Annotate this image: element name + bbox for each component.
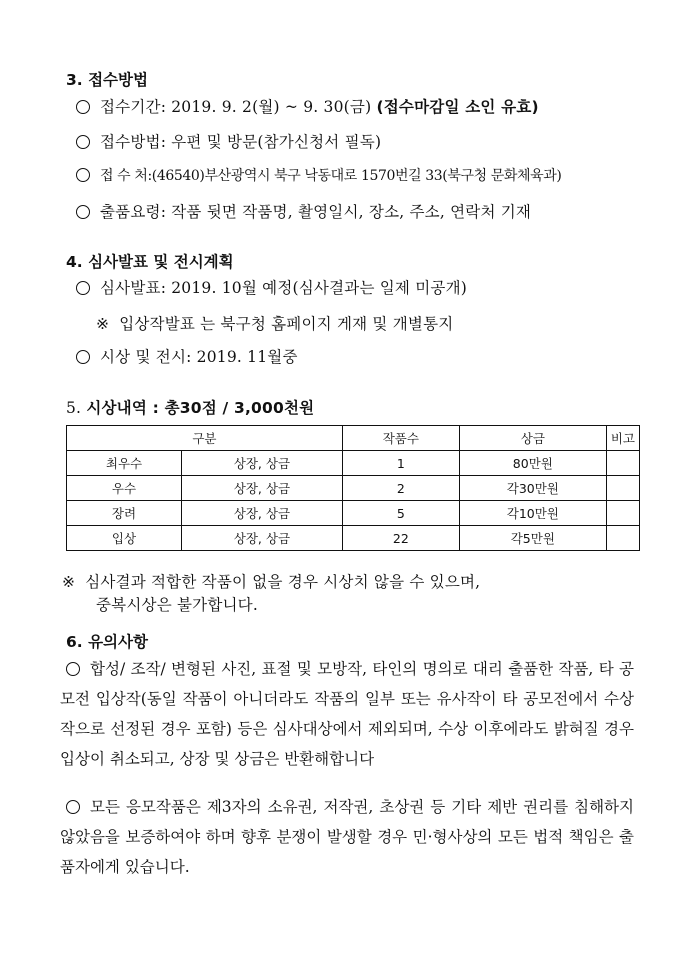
sec5-note-line2: 중복시상은 불가합니다. [96, 596, 258, 614]
cell-award: 상장, 상금 [182, 476, 343, 501]
table-header-row [67, 426, 640, 451]
sec3-item-method: 접수방법: 우편 및 방문(참가신청서 필독) [76, 130, 381, 152]
circle-bullet-icon [66, 662, 80, 676]
header-count: 작품수 [342, 426, 459, 451]
sec4-note: ※ 입상작발표 는 북구청 홈페이지 게재 및 개별통지 [96, 315, 454, 333]
section-5-title: 5. 시상내역 : 총30점 / 3,000천원 [66, 399, 315, 417]
sec4-item-exhibition: 시상 및 전시: 2019. 11월중 [76, 345, 298, 367]
cell-grade: 장려 [67, 501, 182, 526]
sec3-item-guideline: 출품요령: 작품 뒷면 작품명, 촬영일시, 장소, 주소, 연락처 기재 [76, 200, 531, 222]
cell-count: 22 [342, 526, 459, 551]
reference-mark-icon: ※ [62, 573, 76, 591]
sec3-item-period: 접수기간: 2019. 9. 2(월) ~ 9. 30(금) (접수마감일 소인 유효) [76, 95, 539, 117]
cell-note [606, 451, 639, 476]
deadline-note: (접수마감일 소인 유효) [376, 98, 539, 116]
circle-bullet-icon [76, 205, 90, 219]
sec6-paragraph-1: 합성/ 조작/ 변형된 사진, 표절 및 모방작, 타인의 명의로 대리 출품한 작품, 타 공모전 입상작(동일 작품이 아니더라도 작품의 일부 또는 유사작이 타 공모전에서 수상작으로 선정된 경우 포함) 등은 심사대상에서 제외되며, 수상 이후에라도 밝혀질 경우 입상이 취소되고, 상장 및 상금은 반환해합니다 [60, 660, 634, 768]
cell-prize: 80만원 [459, 451, 606, 476]
circle-bullet-icon [76, 168, 90, 182]
cell-prize: 각5만원 [459, 526, 606, 551]
reference-mark-icon: ※ [96, 315, 110, 333]
table-row [67, 501, 640, 526]
cell-award: 상장, 상금 [182, 526, 343, 551]
sec5-note-line1: ※ 심사결과 적합한 작품이 없을 경우 시상치 않을 수 있으며, [62, 573, 481, 591]
circle-bullet-icon [66, 800, 80, 814]
cell-count: 5 [342, 501, 459, 526]
section-4-title: 4. 심사발표 및 전시계획 [66, 253, 234, 271]
table-row [67, 526, 640, 551]
sec6-paragraph-2: 모든 응모작품은 제3자의 소유권, 저작권, 초상권 등 기타 제반 권리를 침해하지 않았음을 보증하여야 하며 향후 분쟁이 발생할 경우 민·형사상의 모든 법적 책임은 출품자에게 있습니다. [60, 798, 634, 876]
table-row [67, 451, 640, 476]
cell-count: 1 [342, 451, 459, 476]
circle-bullet-icon [76, 350, 90, 364]
cell-note [606, 476, 639, 501]
award-table [66, 425, 640, 551]
header-prize: 상금 [459, 426, 606, 451]
sec4-item-announcement: 심사발표: 2019. 10월 예정(심사결과는 일제 미공개) [76, 276, 467, 298]
header-note: 비고 [606, 426, 639, 451]
cell-grade: 우수 [67, 476, 182, 501]
header-category: 구분 [67, 426, 343, 451]
circle-bullet-icon [76, 100, 90, 114]
table-row [67, 476, 640, 501]
cell-count: 2 [342, 476, 459, 501]
cell-award: 상장, 상금 [182, 501, 343, 526]
cell-note [606, 501, 639, 526]
cell-note [606, 526, 639, 551]
cell-prize: 각10만원 [459, 501, 606, 526]
cell-grade: 최우수 [67, 451, 182, 476]
cell-award: 상장, 상금 [182, 451, 343, 476]
sec3-item-address: 접 수 처:(46540)부산광역시 북구 낙동대로 1570번길 33(북구청 문화체육과) [76, 165, 561, 185]
section-3-title: 3. 접수방법 [66, 71, 148, 89]
cell-grade: 입상 [67, 526, 182, 551]
cell-prize: 각30만원 [459, 476, 606, 501]
section-6-title: 6. 유의사항 [66, 633, 148, 651]
circle-bullet-icon [76, 281, 90, 295]
circle-bullet-icon [76, 135, 90, 149]
